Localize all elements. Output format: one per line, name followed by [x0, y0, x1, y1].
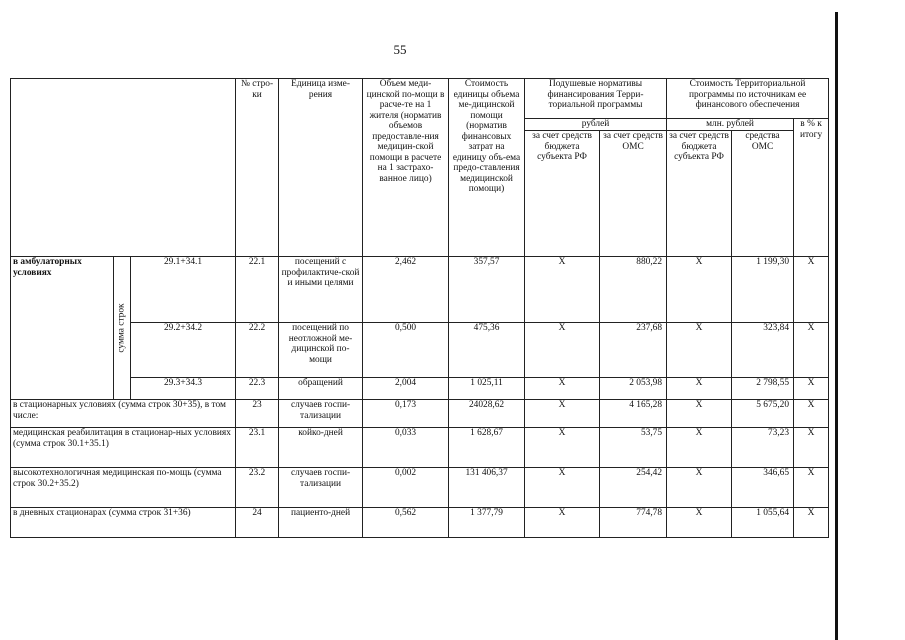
- unit-cell: пациенто-дней: [279, 508, 363, 538]
- budget-mln-cell: Х: [667, 508, 732, 538]
- row-no-cell: 23: [236, 400, 279, 428]
- sum-rows-label: сумма строк: [116, 303, 127, 353]
- unit-cell: обращений: [279, 378, 363, 400]
- row-no-cell: 24: [236, 508, 279, 538]
- volume-cell: 0,002: [363, 468, 449, 508]
- cost-cell: 24028,62: [449, 400, 525, 428]
- budget-cell: Х: [525, 257, 600, 323]
- budget-cell: Х: [525, 323, 600, 378]
- pct-cell: Х: [794, 323, 829, 378]
- row-no-cell: 22.3: [236, 378, 279, 400]
- table-row: [11, 468, 829, 508]
- header-per-capita: Подушевые нормативы финансирования Терри-ториальной программы: [525, 79, 667, 119]
- cost-cell: 131 406,37: [449, 468, 525, 508]
- cost-cell: 1 377,79: [449, 508, 525, 538]
- volume-cell: 0,562: [363, 508, 449, 538]
- table-row: [11, 378, 829, 400]
- budget-cell: Х: [525, 400, 600, 428]
- pct-cell: Х: [794, 257, 829, 323]
- header-volume: Объем меди-цинской по-мощи в расче-те на 1 жителя (норматив объемов предоставле-ния медицин-ской помощи в расчете на 1 застрахо-ванное лицо): [363, 79, 449, 257]
- sum-rows-cell: [114, 257, 131, 400]
- norms-table: [10, 78, 829, 538]
- table-row: [11, 257, 829, 323]
- sum-cell: 29.1+34.1: [131, 257, 236, 323]
- right-edge-line: [835, 12, 838, 640]
- ambulatory-label: в амбулаторных условиях: [11, 257, 114, 400]
- table-row: [11, 508, 829, 538]
- header-unit: Единица изме-рения: [279, 79, 363, 257]
- header-empty: [11, 79, 236, 257]
- row-label: медицинская реабилитация в стационар-ных условиях (сумма строк 30.1+35.1): [11, 428, 236, 468]
- header-rubles: рублей: [525, 119, 667, 131]
- oms-cell: 53,75: [600, 428, 667, 468]
- row-no-cell: 23.1: [236, 428, 279, 468]
- volume-cell: 2,462: [363, 257, 449, 323]
- unit-cell: случаев госпи-тализации: [279, 468, 363, 508]
- row-label: в стационарных условиях (сумма строк 30+35), в том числе:: [11, 400, 236, 428]
- pct-cell: Х: [794, 468, 829, 508]
- budget-mln-cell: Х: [667, 468, 732, 508]
- table-row: [11, 323, 829, 378]
- volume-cell: 0,173: [363, 400, 449, 428]
- cost-cell: 475,36: [449, 323, 525, 378]
- oms-mln-cell: 323,84: [732, 323, 794, 378]
- cost-cell: 1 025,11: [449, 378, 525, 400]
- oms-mln-cell: 1 055,64: [732, 508, 794, 538]
- header-row-no: № стро-ки: [236, 79, 279, 257]
- oms-cell: 2 053,98: [600, 378, 667, 400]
- unit-cell: койко-дней: [279, 428, 363, 468]
- oms-mln-cell: 73,23: [732, 428, 794, 468]
- oms-cell: 237,68: [600, 323, 667, 378]
- oms-mln-cell: 1 199,30: [732, 257, 794, 323]
- page-number: 55: [393, 42, 407, 57]
- unit-cell: случаев госпи-тализации: [279, 400, 363, 428]
- pct-cell: Х: [794, 378, 829, 400]
- oms-cell: 254,42: [600, 468, 667, 508]
- sum-cell: 29.2+34.2: [131, 323, 236, 378]
- header-budget: за счет средств бюджета субъекта РФ: [525, 131, 600, 257]
- cost-cell: 357,57: [449, 257, 525, 323]
- cost-cell: 1 628,67: [449, 428, 525, 468]
- header-mln-rubles: млн. рублей: [667, 119, 794, 131]
- oms-mln-cell: 346,65: [732, 468, 794, 508]
- unit-cell: посещений по неотложной ме-дицинской по-мощи: [279, 323, 363, 378]
- row-label: высокотехнологичная медицинская по-мощь (сумма строк 30.2+35.2): [11, 468, 236, 508]
- volume-cell: 0,033: [363, 428, 449, 468]
- volume-cell: 2,004: [363, 378, 449, 400]
- row-label: в дневных стационарах (сумма строк 31+36): [11, 508, 236, 538]
- budget-cell: Х: [525, 378, 600, 400]
- row-no-cell: 22.2: [236, 323, 279, 378]
- budget-cell: Х: [525, 468, 600, 508]
- oms-cell: 774,78: [600, 508, 667, 538]
- oms-cell: 4 165,28: [600, 400, 667, 428]
- row-no-cell: 22.1: [236, 257, 279, 323]
- volume-cell: 0,500: [363, 323, 449, 378]
- budget-cell: Х: [525, 508, 600, 538]
- header-territorial-cost: Стоимость Территориальной программы по источникам ее финансового обеспечения: [667, 79, 829, 119]
- sum-cell: 29.3+34.3: [131, 378, 236, 400]
- budget-mln-cell: Х: [667, 257, 732, 323]
- table-row: [11, 400, 829, 428]
- table-row: [11, 428, 829, 468]
- unit-cell: посещений с профилактиче-ской и иными целями: [279, 257, 363, 323]
- row-no-cell: 23.2: [236, 468, 279, 508]
- budget-mln-cell: Х: [667, 400, 732, 428]
- budget-mln-cell: Х: [667, 428, 732, 468]
- oms-cell: 880,22: [600, 257, 667, 323]
- budget-mln-cell: Х: [667, 323, 732, 378]
- oms-mln-cell: 2 798,55: [732, 378, 794, 400]
- pct-cell: Х: [794, 508, 829, 538]
- pct-cell: Х: [794, 400, 829, 428]
- header-pct: в % к итогу: [794, 119, 829, 257]
- pct-cell: Х: [794, 428, 829, 468]
- budget-mln-cell: Х: [667, 378, 732, 400]
- header-oms-mln: средства ОМС: [732, 131, 794, 257]
- header-oms: за счет средств ОМС: [600, 131, 667, 257]
- header-cost: Стоимость единицы объема ме-дицинской помощи (норматив финансовых затрат на единицу объ-ема предо-ставления медицинской помощи): [449, 79, 525, 257]
- oms-mln-cell: 5 675,20: [732, 400, 794, 428]
- budget-cell: Х: [525, 428, 600, 468]
- header-budget-mln: за счет средств бюджета субъекта РФ: [667, 131, 732, 257]
